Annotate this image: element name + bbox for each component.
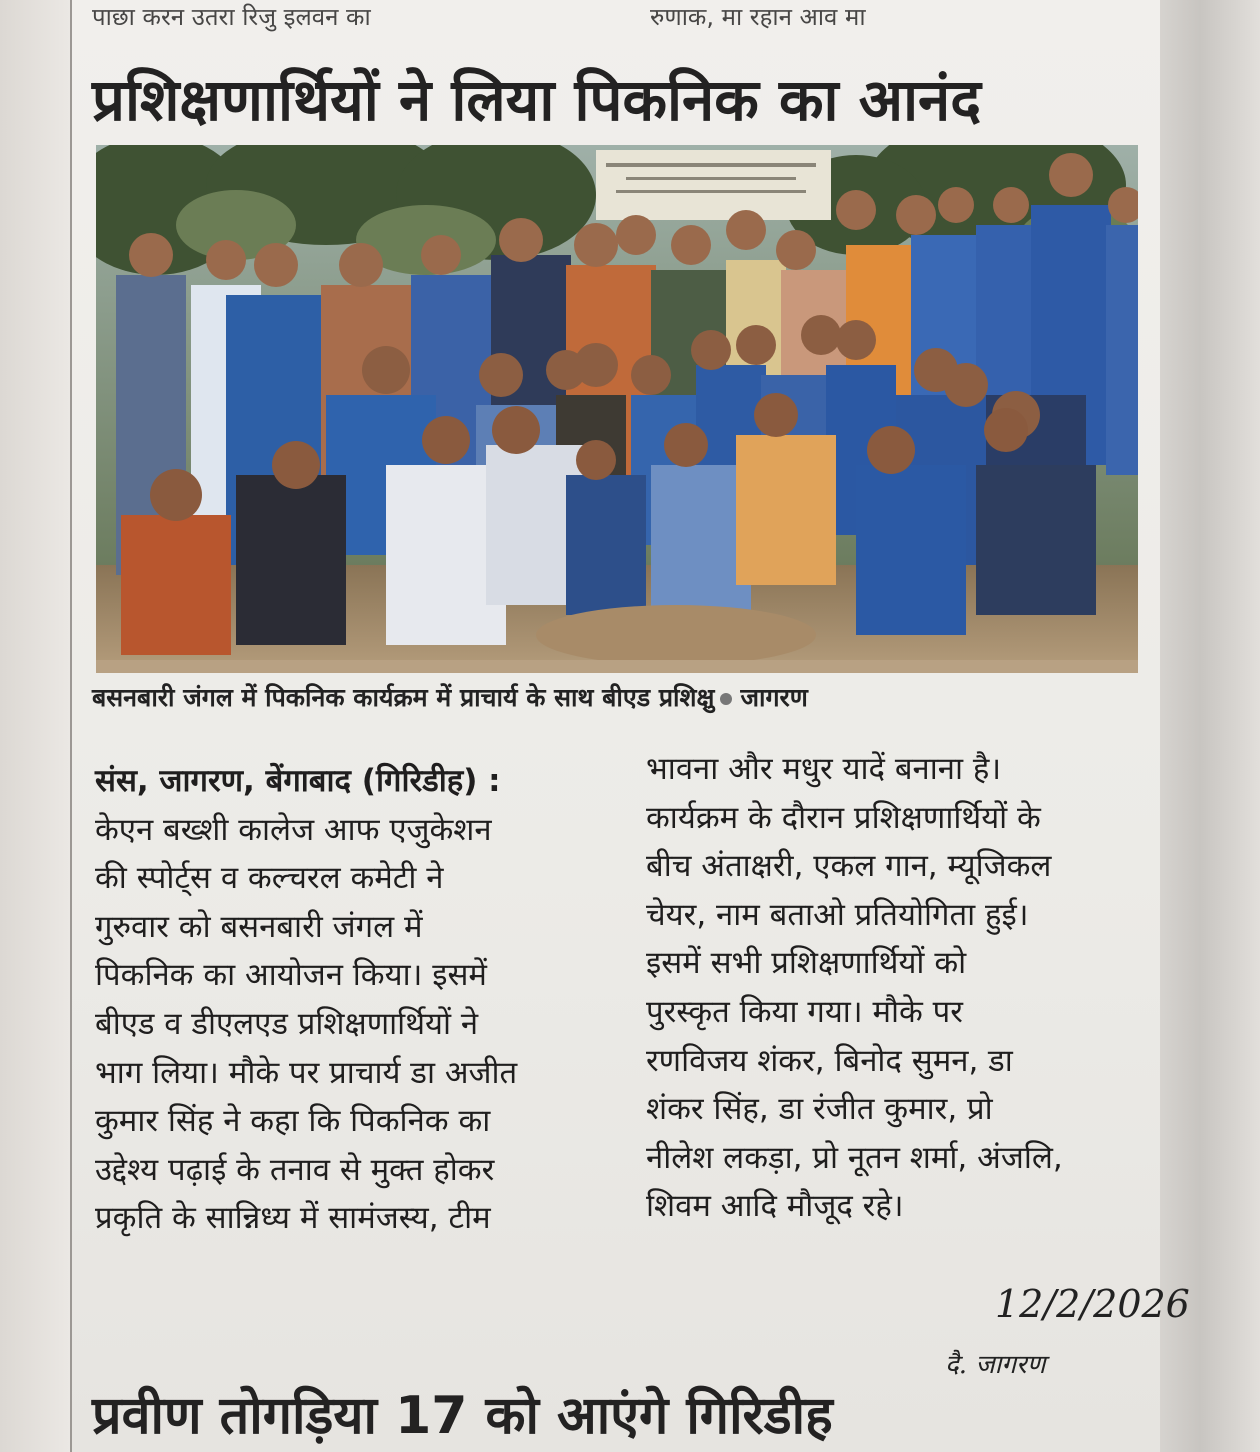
previous-article-fragment-right: रुणाक, मा रहान आव मा (650, 3, 866, 31)
column-1-line: भाग लिया। मौके पर प्राचार्य डा अजीत (95, 1054, 518, 1091)
page-margin-right (1160, 0, 1260, 1452)
column-1-line: बीएड व डीएलएड प्रशिक्षणार्थियों ने (95, 1005, 479, 1042)
column-1-line: प्रकृति के सान्निध्य में सामंजस्य, टीम (95, 1200, 491, 1237)
article-headline: प्रशिक्षणार्थियों ने लिया पिकनिक का आनंद (92, 66, 982, 134)
column-2-line: बीच अंताक्षरी, एकल गान, म्यूजिकल (646, 848, 1052, 885)
column-2-line: पुरस्कृत किया गया। मौके पर (646, 993, 963, 1030)
column-1-line: उद्देश्य पढ़ाई के तनाव से मुक्त होकर (95, 1151, 495, 1188)
column-2-line: कार्यक्रम के दौरान प्रशिक्षणार्थियों के (646, 799, 1041, 836)
article-column-2 (646, 745, 1146, 1231)
column-1-line: कुमार सिंह ने कहा कि पिकनिक का (95, 1103, 491, 1140)
column-2-line: रणविजय शंकर, बिनोद सुमन, डा (646, 1042, 1013, 1079)
column-2-line: नीलेश लकड़ा, प्रो नूतन शर्मा, अंजलि, (646, 1139, 1063, 1176)
column-1-line: केएन बख्शी कालेज आफ एजुकेशन (95, 811, 492, 848)
page-margin-left (0, 0, 70, 1452)
column-rule-left (70, 0, 72, 1452)
column-2-line: चेयर, नाम बताओ प्रतियोगिता हुई। (646, 896, 1029, 933)
article-column-1 (95, 757, 595, 1243)
handwritten-source-note: दै. जागरण (945, 1350, 1046, 1380)
group-photo-illustration (96, 145, 1138, 673)
column-2-line: शिवम आदि मौजूद रहे। (646, 1188, 904, 1225)
photo-caption (92, 680, 1142, 714)
photo-credit: जागरण (740, 683, 808, 712)
column-2-line: इसमें सभी प्रशिक्षणार्थियों को (646, 945, 967, 982)
column-2-line: भावना और मधुर यादें बनाना है। (646, 751, 1002, 787)
previous-article-fragment-left: पाछा करन उतरा रिजु इलवन का (92, 3, 371, 31)
column-1-line: की स्पोर्ट्स व कल्चरल कमेटी ने (95, 860, 444, 897)
column-2-line: शंकर सिंह, डा रंजीत कुमार, प्रो (646, 1091, 993, 1128)
photo-caption-text: बसनबारी जंगल में पिकनिक कार्यक्रम में प्राचार्य के साथ बीएड प्रशिक्षु (92, 683, 715, 712)
group-photo (96, 145, 1138, 673)
column-1-line: पिकनिक का आयोजन किया। इसमें (95, 957, 487, 994)
next-article-headline: प्रवीण तोगड़िया 17 को आएंगे गिरिडीह (92, 1386, 833, 1446)
article-dateline: संस, जागरण, बेंगाबाद (गिरिडीह) : (95, 763, 501, 799)
bullet-icon (720, 693, 732, 705)
column-1-line: गुरुवार को बसनबारी जंगल में (95, 908, 423, 945)
handwritten-date: 12/2/2026 (995, 1282, 1190, 1326)
